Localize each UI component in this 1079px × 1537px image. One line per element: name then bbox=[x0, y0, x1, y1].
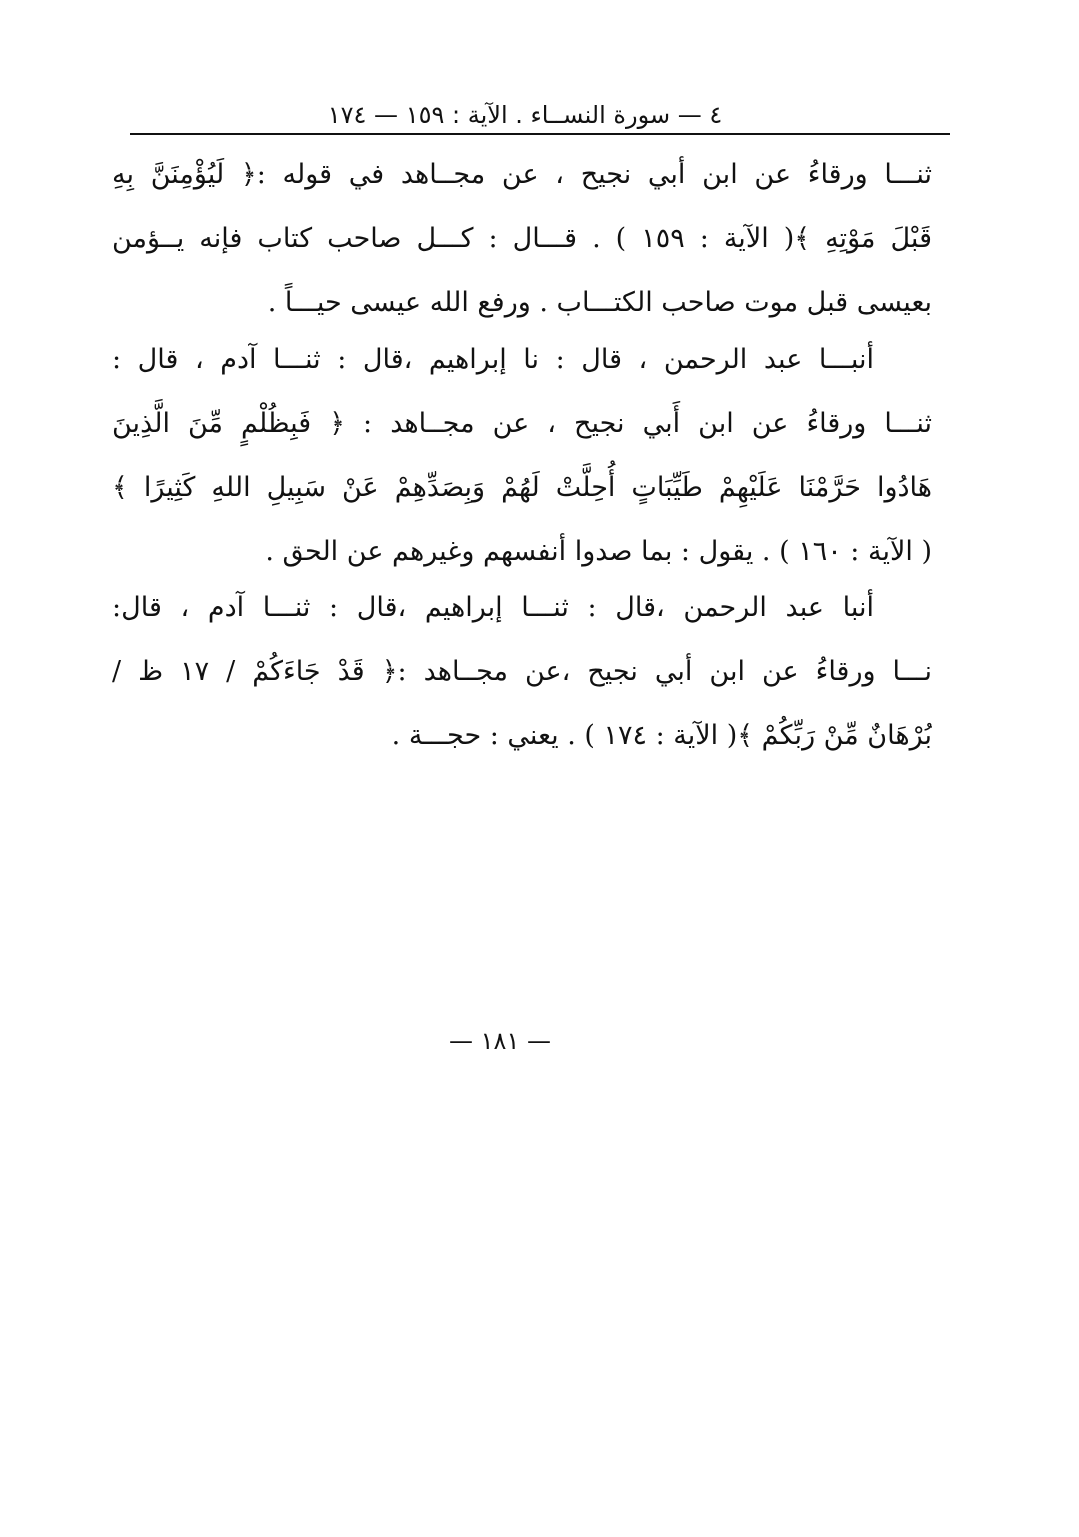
text-line: ثنـــا ورقاءُ عن ابن أَبي نجيح ، عن مجــاهد : ﴿ فَبِظُلْمٍ مِّنَ الَّذِينَ bbox=[112, 408, 932, 439]
text-line: أنبـــا عبد الرحمن ، قال : نا إبراهيم ،قال : ثنـــا آدم ، قال : bbox=[112, 344, 874, 375]
text-line: ( الآية : ١٦٠ ) . يقول : بما صدوا أنفسهم وغيرهم عن الحق . bbox=[265, 536, 932, 567]
page-number: — ١٨١ — bbox=[449, 1027, 551, 1055]
text-line: نـــا ورقاءُ عن ابن أبي نجيح ،عن مجــاهد :﴿ قَدْ جَاءَكُمْ / ١٧ ظ / bbox=[112, 656, 932, 687]
text-line: قَبْلَ مَوْتِهِ ﴾( الآية : ١٥٩ ) . قـــال : كـــل صاحب كتاب فإنه يــؤمن bbox=[112, 223, 932, 254]
paragraph-2 bbox=[112, 328, 932, 584]
text-line: ثنـــا ورقاءُ عن ابن أبي نجيح ، عن مجــاهد في قوله :﴿ لَيُؤْمِنَنَّ بِهِ bbox=[112, 159, 932, 190]
paragraph-1 bbox=[112, 143, 932, 335]
running-header: ٤ — سورة النســاء . الآية : ١٥٩ — ١٧٤ bbox=[327, 101, 723, 129]
text-line: بُرْهَانٌ مِّنْ رَبِّكُمْ ﴾( الآية : ١٧٤ ) . يعني : حجـــة . bbox=[391, 720, 932, 751]
text-line: هَادُوا حَرَّمْنَا عَلَيْهِمْ طَيِّبَاتٍ أُحِلَّتْ لَهُمْ وَبِصَدِّهِمْ عَنْ سَبِيلِ اللهِ كَثِيرًا ﴾ bbox=[112, 472, 932, 503]
text-line: بعيسى قبل موت صاحب الكتـــاب . ورفع الله عيسى حيـــاً . bbox=[267, 287, 932, 318]
paragraph-3 bbox=[112, 576, 932, 768]
text-line: أنبا عبد الرحمن ،قال : ثنـــا إبراهيم ،قال : ثنـــا آدم ، قال: bbox=[112, 592, 874, 623]
header-divider bbox=[130, 133, 950, 135]
